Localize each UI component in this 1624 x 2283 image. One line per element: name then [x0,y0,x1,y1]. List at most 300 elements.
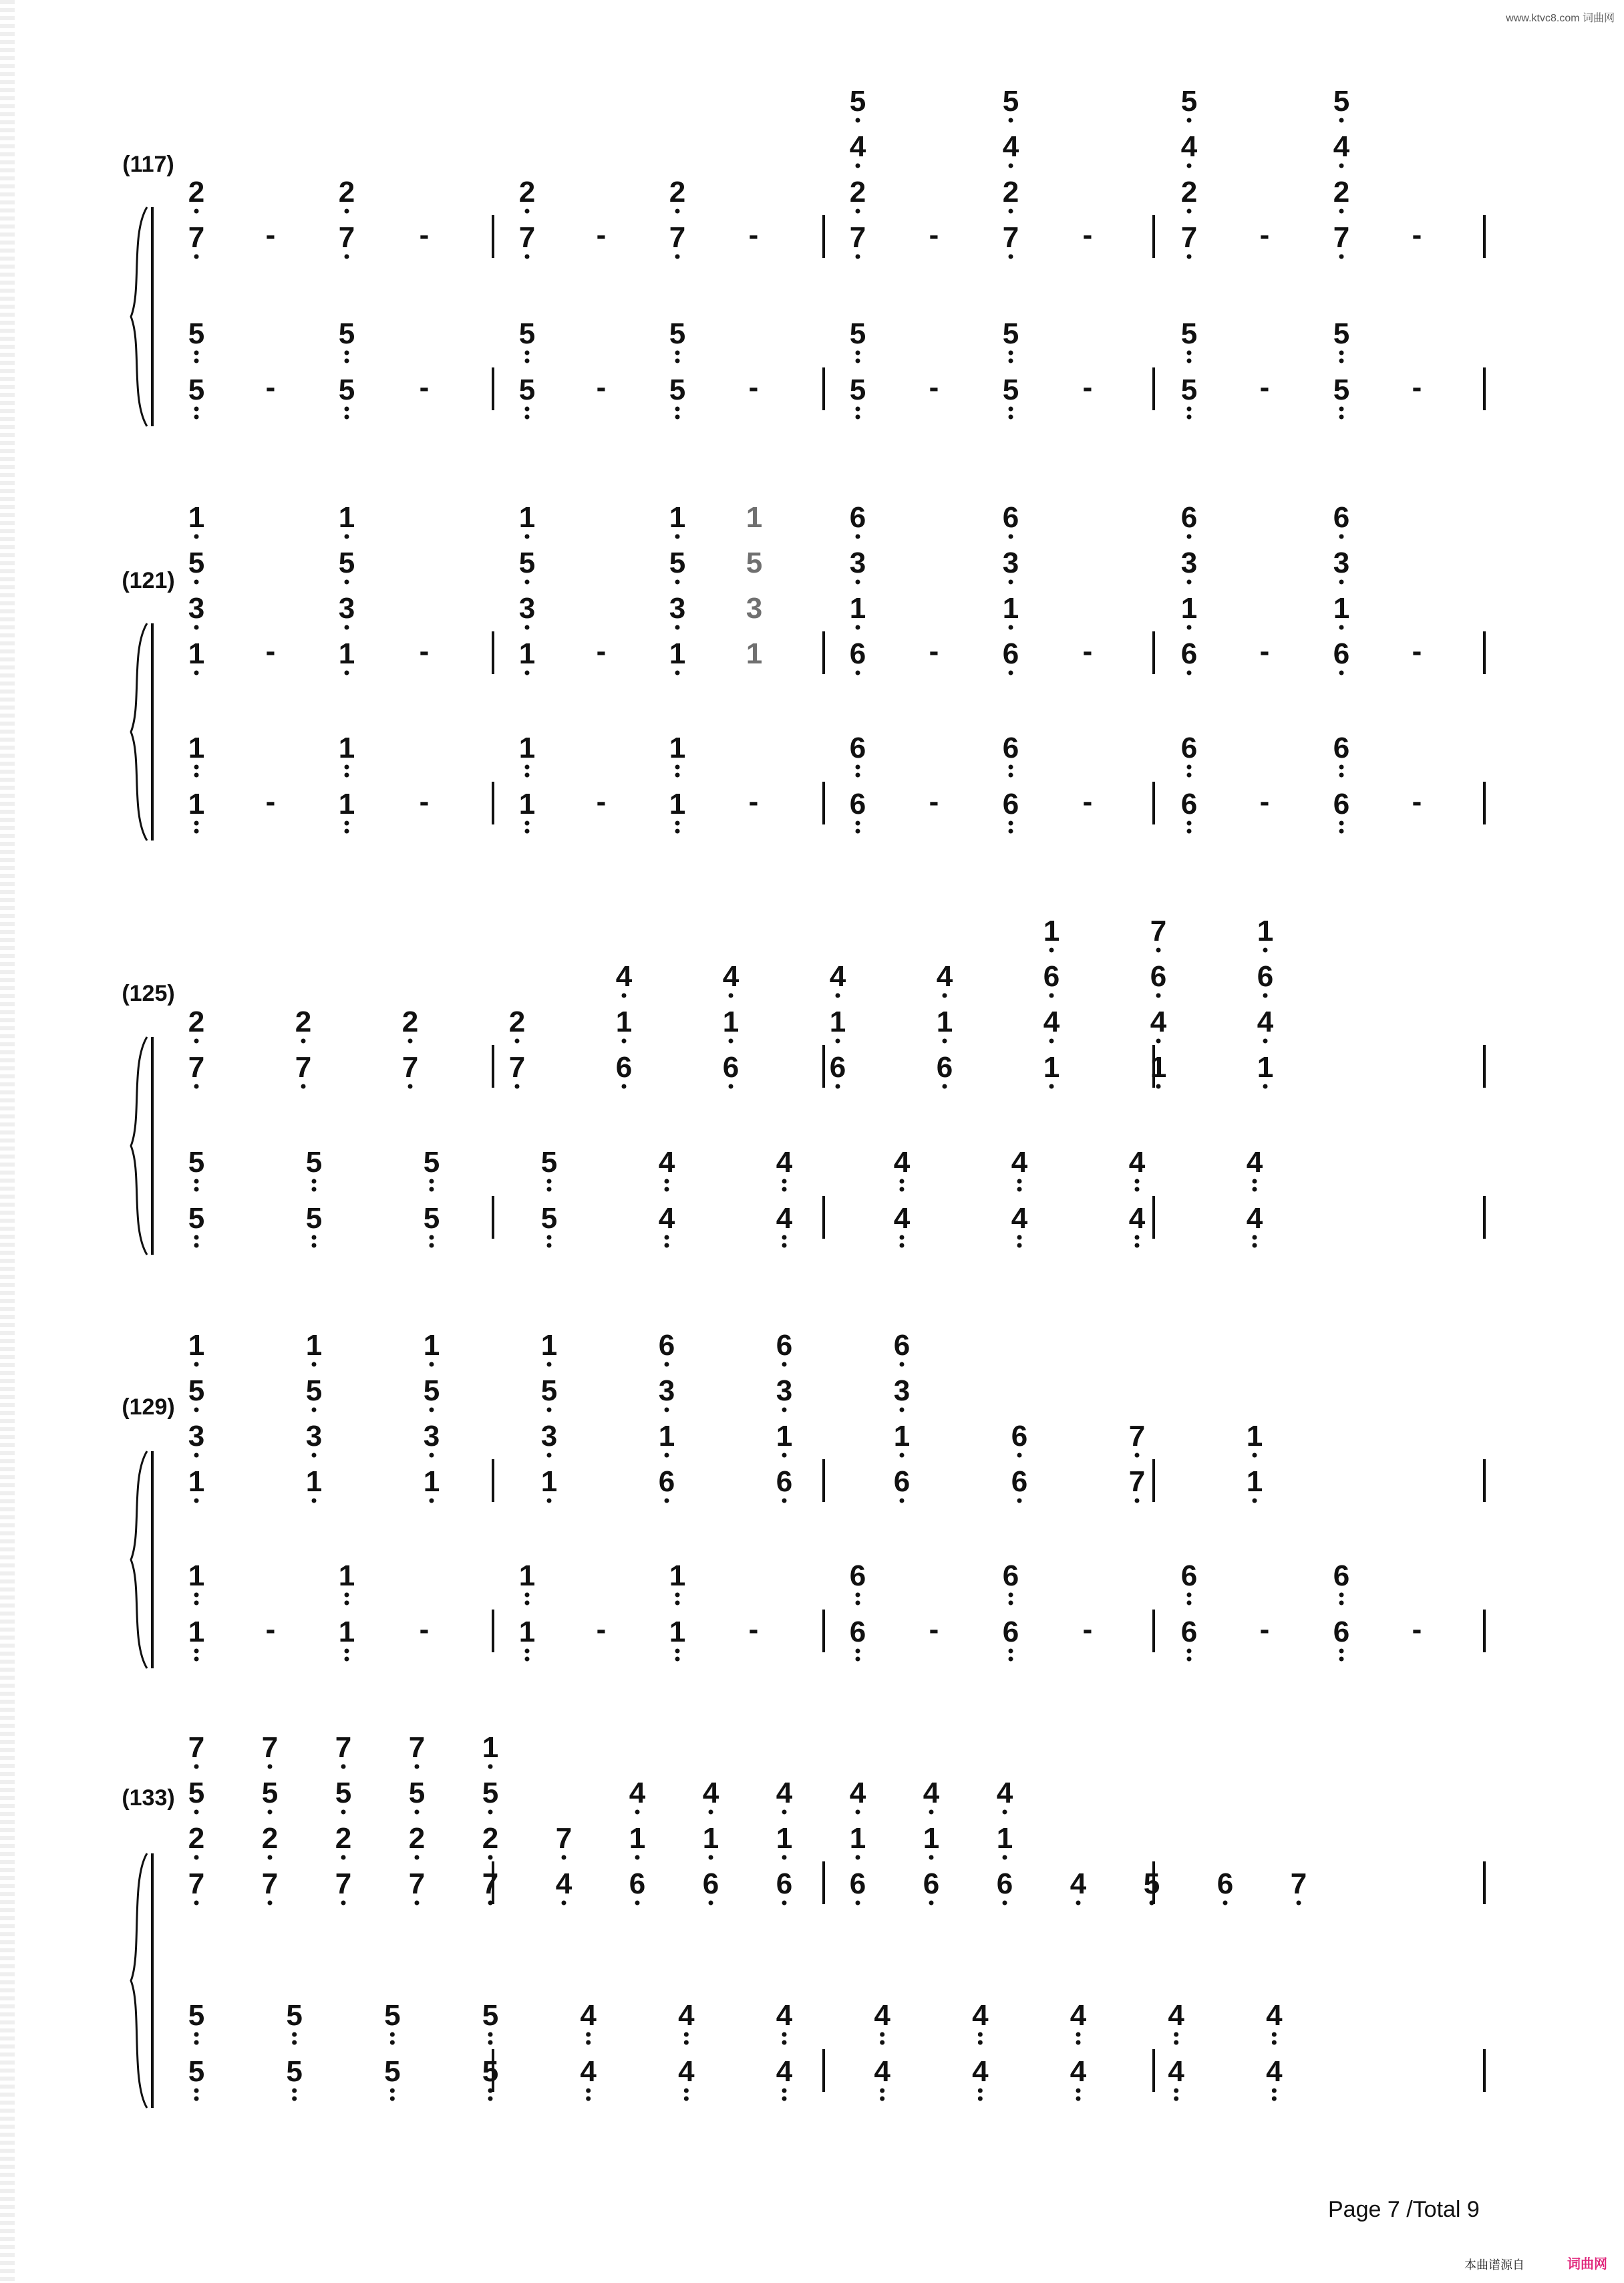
octave-dot [1187,255,1192,259]
hold-dash: - [929,371,939,404]
octave-dot [1253,1187,1257,1192]
octave-dot [390,2097,395,2101]
treble-note: 6 [1150,960,1167,993]
treble-note: 5 [518,547,536,579]
treble-note: 5 [305,1374,323,1407]
treble-note: 7 [338,221,355,254]
octave-dot [1253,1179,1257,1184]
octave-dot [856,829,860,834]
octave-dot [430,1499,434,1503]
octave-dot [1009,118,1013,123]
bass-note: 6 [849,732,866,764]
treble-note: 6 [629,1867,646,1900]
hold-dash: - [265,371,276,404]
octave-dot [1187,164,1192,168]
bass-note: 4 [874,2055,890,2088]
treble-note-grey: 5 [746,547,763,579]
treble-note: 7 [401,1051,419,1084]
measure-number: (125) [122,981,175,1006]
bass-note: 6 [1002,1559,1019,1592]
octave-dot [665,1179,669,1184]
bass-note: 4 [1011,1146,1028,1179]
bass-note: 5 [1002,317,1019,350]
octave-dot [525,535,530,539]
octave-dot [1187,535,1192,539]
bass-note: 5 [188,2055,205,2088]
bass-note: 5 [384,1999,401,2032]
bass-note: 1 [338,732,355,764]
hold-dash: - [1259,1613,1270,1646]
octave-dot [194,2040,199,2045]
bass-note: 6 [849,1559,866,1592]
treble-note: 4 [629,1777,646,1809]
octave-dot [1135,1453,1140,1458]
octave-dot [194,1362,199,1367]
treble-note: 3 [188,592,205,625]
octave-dot [1156,1039,1161,1044]
treble-note: 4 [829,960,846,993]
treble-note: 5 [408,1777,426,1809]
treble-note: 6 [849,637,866,670]
octave-dot [856,351,860,355]
octave-dot [978,2032,983,2037]
octave-dot [782,1362,787,1367]
bass-note: 1 [518,1616,536,1648]
octave-dot [1187,359,1192,363]
octave-dot [194,535,199,539]
treble-note: 2 [338,176,355,208]
measure-number: (133) [122,1785,175,1811]
octave-dot [292,2089,297,2093]
treble-note: 5 [423,1374,440,1407]
octave-dot [675,1649,680,1654]
treble-note: 1 [776,1822,793,1855]
octave-dot [1009,821,1013,826]
treble-note: 2 [261,1822,279,1855]
octave-dot [525,765,530,770]
octave-dot [345,1657,349,1662]
octave-dot [856,1901,860,1906]
bass-note: 6 [1180,1616,1198,1648]
treble-note: 6 [776,1329,793,1362]
octave-dot [1003,1901,1007,1906]
treble-note: 7 [669,221,686,254]
bass-note: 5 [669,373,686,406]
octave-dot [1223,1901,1228,1906]
footer-logo: 词曲网 [1567,2257,1607,2272]
treble-note: 1 [849,592,866,625]
treble-note: 3 [1180,547,1198,579]
hold-dash: - [1082,371,1093,404]
treble-note: 6 [1333,637,1350,670]
octave-dot [1009,671,1013,675]
hold-dash: - [929,785,939,818]
treble-note: 4 [936,960,953,993]
octave-dot [430,1187,434,1192]
octave-dot [547,1243,552,1248]
octave-dot [345,351,349,355]
octave-dot [194,1649,199,1654]
octave-dot [1263,1084,1268,1089]
octave-dot [525,580,530,585]
treble-note: 6 [1333,501,1350,534]
octave-dot [1187,625,1192,630]
octave-dot [665,1243,669,1248]
treble-note: 1 [188,1465,205,1498]
octave-dot [900,1408,905,1412]
octave-dot [1339,829,1344,834]
hold-dash: - [419,371,430,404]
treble-note: 4 [923,1777,940,1809]
octave-dot [1263,948,1268,953]
octave-dot [345,773,349,778]
octave-dot [1187,1593,1192,1597]
octave-dot [415,1765,420,1769]
system-brace [131,1853,147,2108]
treble-note: 1 [1150,1051,1167,1084]
bass-note: 5 [423,1146,440,1179]
octave-dot [856,821,860,826]
octave-dot [194,1593,199,1597]
hold-dash: - [265,218,276,251]
octave-dot [525,415,530,420]
treble-note: 5 [261,1777,279,1809]
octave-dot [622,1084,627,1089]
bass-note: 5 [188,1999,205,2032]
treble-note: 6 [923,1867,940,1900]
bass-note: 5 [286,2055,303,2088]
octave-dot [1187,580,1192,585]
bass-note: 4 [1128,1202,1146,1235]
octave-dot [488,2040,493,2045]
treble-note: 2 [335,1822,352,1855]
octave-dot [194,209,199,214]
treble-note: 7 [1128,1465,1146,1498]
treble-note: 1 [518,637,536,670]
bass-note: 6 [1180,788,1198,820]
octave-dot [390,2032,395,2037]
hold-dash: - [748,1613,759,1646]
octave-dot [194,1408,199,1412]
treble-note: 2 [849,176,866,208]
hold-dash: - [419,218,430,251]
octave-dot [943,994,947,998]
octave-dot [1263,1039,1268,1044]
octave-dot [194,359,199,363]
octave-dot [430,1243,434,1248]
bass-note: 4 [1070,1999,1087,2032]
octave-dot [635,1855,640,1860]
octave-dot [1339,351,1344,355]
treble-note: 6 [1043,960,1060,993]
octave-dot [836,1084,840,1089]
octave-dot [709,1901,713,1906]
bass-note: 6 [1333,788,1350,820]
octave-dot [1156,1084,1161,1089]
treble-note: 7 [188,1867,205,1900]
treble-note: 1 [1043,915,1060,947]
octave-dot [1003,1855,1007,1860]
treble-note: 1 [1246,1465,1263,1498]
octave-dot [1009,415,1013,420]
treble-note: 6 [1180,501,1198,534]
measure-number: (117) [122,152,174,177]
bass-note: 5 [188,1146,205,1179]
octave-dot [430,1179,434,1184]
octave-dot [1253,1453,1257,1458]
octave-dot [1156,994,1161,998]
system-brace [131,207,147,426]
octave-dot [900,1453,905,1458]
octave-dot [1272,2089,1277,2093]
octave-dot [978,2089,983,2093]
octave-dot [782,2089,787,2093]
octave-dot [408,1084,413,1089]
bass-note: 5 [338,317,355,350]
octave-dot [341,1765,346,1769]
treble-note: 7 [335,1867,352,1900]
treble-note: 7 [1150,915,1167,947]
octave-dot [525,821,530,826]
treble-note: 5 [1180,85,1198,118]
octave-dot [547,1235,552,1240]
octave-dot [488,1855,493,1860]
bass-note: 4 [972,1999,989,2032]
octave-dot [782,2040,787,2045]
treble-note: 7 [849,221,866,254]
octave-dot [312,1187,317,1192]
octave-dot [1339,359,1344,363]
octave-dot [635,1901,640,1906]
octave-dot [1076,2032,1081,2037]
octave-dot [312,1453,317,1458]
bass-note: 1 [188,1559,205,1592]
octave-dot [880,2040,884,2045]
octave-dot [525,671,530,675]
octave-dot [675,351,680,355]
octave-dot [635,1810,640,1815]
octave-dot [547,1499,552,1503]
octave-dot [943,1039,947,1044]
octave-dot [675,829,680,834]
treble-note: 1 [188,501,205,534]
treble-note-grey: 3 [746,592,763,625]
octave-dot [856,209,860,214]
treble-note: 2 [401,1006,419,1038]
octave-dot [782,1179,787,1184]
octave-dot [665,1499,669,1503]
octave-dot [900,1499,905,1503]
hold-dash: - [929,218,939,251]
treble-note: 6 [776,1465,793,1498]
octave-dot [929,1810,934,1815]
treble-note: 6 [722,1051,740,1084]
treble-note: 3 [518,592,536,625]
bass-note: 4 [678,1999,695,2032]
bass-note: 5 [286,1999,303,2032]
octave-dot [1263,994,1268,998]
bass-note: 5 [540,1202,558,1235]
treble-note: 2 [188,176,205,208]
octave-dot [415,1810,420,1815]
octave-dot [1049,948,1054,953]
octave-dot [345,1593,349,1597]
octave-dot [856,580,860,585]
octave-dot [1135,1499,1140,1503]
octave-dot [1339,1593,1344,1597]
octave-dot [312,1408,317,1412]
octave-dot [586,2032,591,2037]
treble-note: 5 [669,547,686,579]
treble-note: 7 [518,221,536,254]
octave-dot [194,1187,199,1192]
bass-note: 1 [338,1559,355,1592]
octave-dot [292,2032,297,2037]
bass-note: 1 [188,1616,205,1648]
octave-dot [782,1901,787,1906]
octave-dot [1339,164,1344,168]
treble-note: 1 [423,1329,440,1362]
octave-dot [880,2089,884,2093]
treble-note: 1 [540,1465,558,1498]
bass-note: 5 [849,373,866,406]
treble-note: 5 [188,547,205,579]
treble-note: 7 [1180,221,1198,254]
octave-dot [194,1601,199,1606]
octave-dot [194,829,199,834]
octave-dot [675,821,680,826]
octave-dot [390,2089,395,2093]
bass-note: 4 [874,1999,890,2032]
treble-note: 5 [1143,1867,1160,1900]
treble-note: 6 [658,1465,675,1498]
octave-dot [194,2089,199,2093]
bass-note: 5 [669,317,686,350]
octave-dot [301,1039,306,1044]
octave-dot [665,1408,669,1412]
treble-note: 5 [188,1374,205,1407]
treble-note: 3 [188,1420,205,1453]
octave-dot [515,1084,520,1089]
octave-dot [1339,209,1344,214]
octave-dot [1339,671,1344,675]
treble-note: 1 [996,1822,1013,1855]
hold-dash: - [1412,371,1422,404]
octave-dot [1187,829,1192,834]
bass-note: 6 [1180,732,1198,764]
bass-note: 5 [482,1999,499,2032]
octave-dot [1187,1601,1192,1606]
octave-dot [1135,1235,1140,1240]
octave-dot [1076,2097,1081,2101]
treble-note: 2 [669,176,686,208]
octave-dot [1076,2040,1081,2045]
octave-dot [1339,1657,1344,1662]
octave-dot [525,773,530,778]
bass-note: 6 [1180,1559,1198,1592]
octave-dot [268,1901,273,1906]
bass-note: 1 [669,1559,686,1592]
octave-dot [525,829,530,834]
treble-note: 7 [1002,221,1019,254]
octave-dot [880,2097,884,2101]
treble-note: 3 [1002,547,1019,579]
octave-dot [194,773,199,778]
octave-dot [341,1810,346,1815]
octave-dot [312,1235,317,1240]
octave-dot [1187,1657,1192,1662]
hold-dash: - [419,1613,430,1646]
hold-dash: - [1412,635,1422,667]
octave-dot [194,1855,199,1860]
treble-note: 1 [893,1420,911,1453]
octave-dot [430,1453,434,1458]
treble-note: 4 [615,960,633,993]
octave-dot [782,2097,787,2101]
octave-dot [312,1179,317,1184]
bass-note: 6 [1002,788,1019,820]
octave-dot [488,1810,493,1815]
octave-dot [1187,765,1192,770]
bass-note: 1 [518,1559,536,1592]
octave-dot [1017,1187,1022,1192]
bass-note: 6 [849,1616,866,1648]
octave-dot [345,821,349,826]
system-brace [131,623,147,841]
octave-dot [194,1084,199,1089]
hold-dash: - [265,1613,276,1646]
treble-note: 6 [1002,501,1019,534]
treble-note-grey: 1 [746,501,763,534]
treble-note: 1 [829,1006,846,1038]
treble-note: 1 [1246,1420,1263,1453]
octave-dot [929,1855,934,1860]
treble-note: 7 [188,1731,205,1764]
octave-dot [1187,415,1192,420]
bass-note: 4 [893,1202,911,1235]
treble-note: 1 [615,1006,633,1038]
octave-dot [1339,118,1344,123]
treble-note: 6 [829,1051,846,1084]
bass-note: 1 [188,732,205,764]
octave-dot [675,359,680,363]
treble-note: 6 [702,1867,719,1900]
octave-dot [856,1593,860,1597]
octave-dot [665,1453,669,1458]
treble-note: 4 [1333,130,1350,163]
octave-dot [194,1499,199,1503]
treble-note: 4 [996,1777,1013,1809]
treble-note: 1 [669,637,686,670]
bass-note: 5 [423,1202,440,1235]
octave-dot [1135,1243,1140,1248]
octave-dot [1009,164,1013,168]
octave-dot [782,1810,787,1815]
octave-dot [1174,2097,1178,2101]
treble-note: 1 [1257,915,1274,947]
treble-note: 3 [776,1374,793,1407]
octave-dot [525,351,530,355]
octave-dot [900,1235,905,1240]
octave-dot [1272,2097,1277,2101]
bass-note: 5 [305,1146,323,1179]
bass-note: 4 [1266,1999,1283,2032]
treble-note: 6 [1002,637,1019,670]
octave-dot [675,209,680,214]
octave-dot [488,2089,493,2093]
octave-dot [1009,580,1013,585]
octave-dot [292,2097,297,2101]
